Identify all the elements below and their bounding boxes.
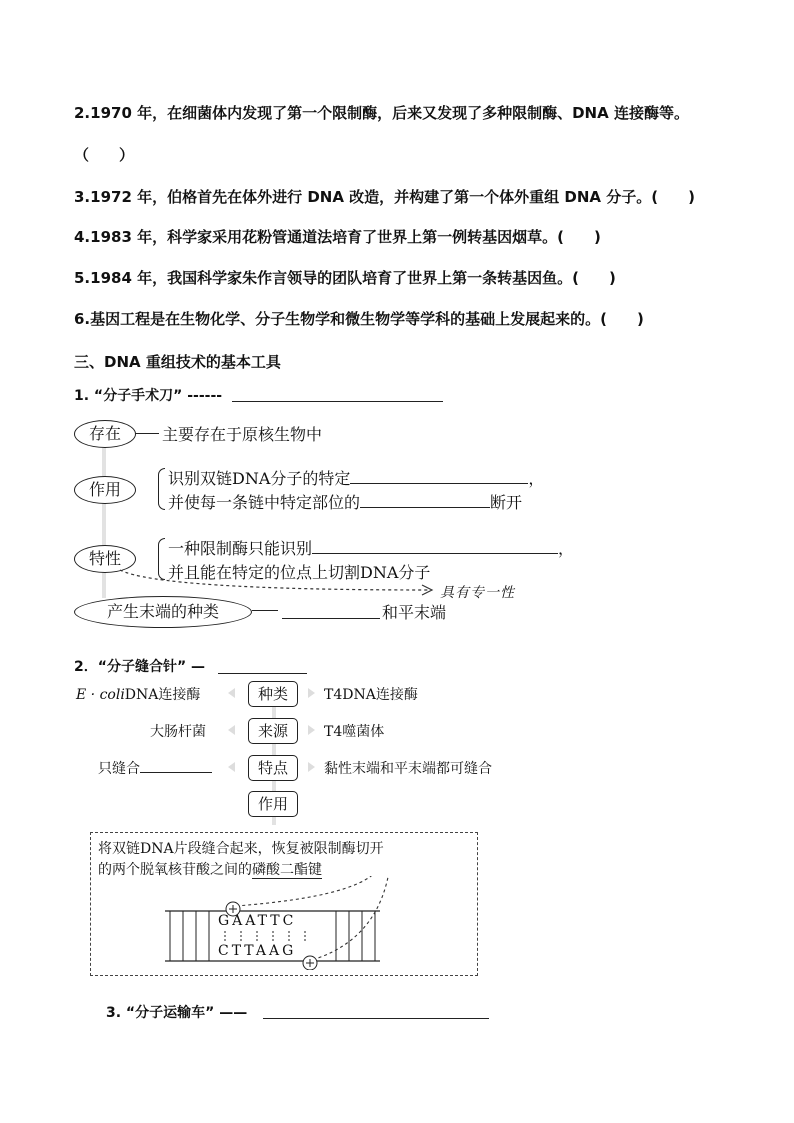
- exist-oval: 存在: [74, 420, 136, 448]
- source-box: 来源: [248, 718, 298, 744]
- feature-box: 特点: [248, 755, 298, 781]
- tool1-heading-blank: [232, 401, 443, 402]
- tool3-heading: 3. “分子运输车” ——: [106, 1005, 248, 1021]
- exist-connector-line: [135, 433, 159, 434]
- kind-right-pointer: [308, 688, 315, 698]
- question-5: 5.1984 年，我国科学家朱作言领导的团队培育了世界上第一条转基因鱼。( ): [74, 269, 616, 287]
- kind-left-pointer: [228, 688, 235, 698]
- question-2-answer-blank: （ ）: [74, 146, 135, 164]
- ligase-function-line-2: 的两个脱氧核苷酸之间的磷酸二酯键: [98, 862, 322, 878]
- function-oval: 作用: [74, 476, 136, 504]
- dna-top-strand: GAATTC: [218, 913, 297, 929]
- tool2-heading-blank: [218, 673, 307, 674]
- tool2-heading: 2．“分子缝合针” —: [74, 659, 206, 675]
- ends-text: 和平末端: [382, 603, 447, 622]
- feature-left-pointer: [228, 762, 235, 772]
- section-title: 三、DNA 重组技术的基本工具: [74, 353, 281, 371]
- trait-dashed-arrow: [100, 560, 450, 600]
- feature-right-text: 黏性末端和平末端都可缝合: [324, 761, 492, 777]
- function-brace: [158, 468, 165, 510]
- trait-oval: 特性: [74, 545, 136, 573]
- feature-left-text: 只缝合: [98, 758, 212, 778]
- question-2: 2.1970 年，在细菌体内发现了第一个限制酶，后来又发现了多种限制酶、DNA 连接酶等。: [74, 104, 689, 122]
- trait-handwritten-note: 具有专一性: [440, 585, 515, 601]
- dna-bottom-strand: CTTAAG: [218, 943, 297, 959]
- ends-blank: [282, 618, 380, 619]
- function-box: 作用: [248, 791, 298, 817]
- kind-right-text: T4DNA连接酶: [324, 687, 418, 703]
- tool3-heading-blank: [263, 1018, 489, 1019]
- exist-text: 主要存在于原核生物中: [162, 425, 323, 444]
- feature-right-pointer: [308, 762, 315, 772]
- source-right-text: T4噬菌体: [324, 724, 385, 740]
- kind-left-text: E · coliDNA连接酶: [76, 687, 201, 703]
- function-line-2: 并使每一条链中特定部位的 断开: [168, 493, 523, 512]
- source-left-pointer: [228, 725, 235, 735]
- question-4: 4.1983 年，科学家采用花粉管通道法培育了世界上第一例转基因烟草。( ): [74, 228, 601, 246]
- ends-connector-line: [252, 610, 278, 611]
- trait-line-2: 并且能在特定的位点上切割DNA分子: [168, 563, 431, 582]
- ends-oval: 产生末端的种类: [74, 596, 252, 628]
- question-3: 3.1972 年，伯格首先在体外进行 DNA 改造，并构建了第一个体外重组 DNA 分子。( ): [74, 188, 695, 206]
- tool1-heading: 1. “分子手术刀” ------: [74, 388, 223, 404]
- source-right-pointer: [308, 725, 315, 735]
- trait-line-1: 一种限制酶只能识别 ，: [168, 539, 575, 558]
- source-left-text: 大肠杆菌: [150, 724, 206, 740]
- kind-box: 种类: [248, 681, 298, 707]
- function-line-1: 识别双链DNA分子的特定 ，: [168, 469, 545, 488]
- ligase-function-line-1: 将双链DNA片段缝合起来，恢复被限制酶切开: [98, 841, 384, 857]
- question-6: 6.基因工程是在生物化学、分子生物学和微生物学等学科的基础上发展起来的。( ): [74, 310, 644, 328]
